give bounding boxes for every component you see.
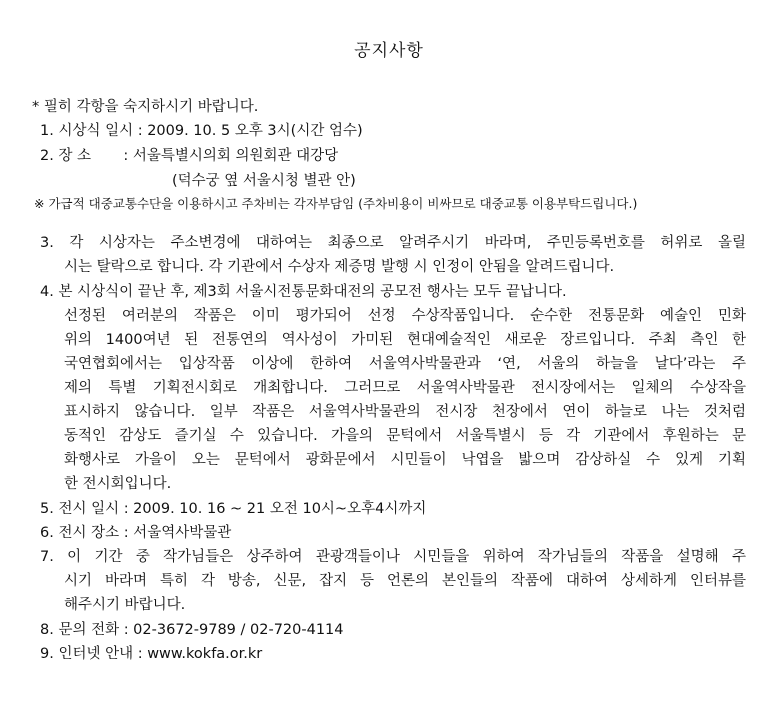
item-event-body-line: 한 전시회입니다. (64, 476, 172, 492)
item-artists-line: 7. 이 기간 중 작가님들은 상주하여 관광객들이나 시민들을 위하여 작가님들의 작품을 설명해 주 (40, 549, 746, 565)
item-website: 9. 인터넷 안내 : www.kokfa.or.kr (40, 646, 263, 662)
item-event-body-line: 선정된 여러분의 작품은 이미 평가되어 선정 수상작품입니다. 순수한 전통문화 예술인 민화 (64, 308, 746, 324)
item-event-end: 4. 본 시상식이 끝난 후, 제3회 서울시전통문화대전의 공모전 행사는 모두 끝납니다. (40, 284, 567, 300)
page-title: 공지사항 (354, 41, 424, 61)
item-event-body-line: 화행사로 가을이 오는 문턱에서 광화문에서 시민들이 낙엽을 밟으며 감상하실 수 있게 기획 (64, 452, 746, 468)
item-event-body-line: 제의 특별 기획전시회로 개최합니다. 그러므로 서울역사박물관 전시장에서는 일체의 수상작을 (64, 380, 746, 396)
item-exhibition-dates: 5. 전시 일시 : 2009. 10. 16 ~ 21 오전 10시~오후4시까지 (40, 501, 427, 517)
item-address-change-line: 시는 탈락으로 합니다. 각 기관에서 수상자 제증명 발행 시 인정이 안됨을 알려드립니다. (64, 259, 615, 275)
item-event-body-line: 표시하지 않습니다. 일부 작품은 서울역사박물관의 전시장 천장에서 연이 하늘로 나는 것처럼 (64, 404, 746, 420)
item-address-change-line: 3. 각 시상자는 주소변경에 대하여는 최종으로 알려주시기 바라며, 주민등록번호를 허위로 올릴 (40, 235, 746, 251)
item-venue-detail: (덕수궁 옆 서울시청 별관 안) (172, 173, 356, 189)
item-event-body-line: 국연협회에서는 입상작품 이상에 한하여 서울역사박물관과 ‘연, 서울의 하늘을 날다’라는 주 (64, 356, 746, 372)
item-artists-line: 해주시기 바랍니다. (64, 597, 186, 613)
parking-note: ※ 가급적 대중교통수단을 이용하시고 주차비는 각자부담임 (주차비용이 비싸므로 대중교통 이용부탁드립니다.) (34, 196, 638, 211)
item-exhibition-venue: 6. 전시 장소 : 서울역사박물관 (40, 525, 232, 541)
item-event-body-line: 동적인 감상도 즐기실 수 있습니다. 가을의 문턱에서 서울특별시 등 각 기관에서 후원하는 문 (64, 428, 746, 444)
intro-line: * 필히 각항을 숙지하시기 바랍니다. (32, 99, 259, 115)
item-ceremony-datetime: 1. 시상식 일시 : 2009. 10. 5 오후 3시(시간 엄수) (40, 123, 363, 139)
item-artists-line: 시기 바라며 특히 각 방송, 신문, 잡지 등 언론의 본인들의 작품에 대하여 상세하게 인터뷰를 (64, 573, 746, 589)
item-venue: 2. 장 소 : 서울특별시의회 의원회관 대강당 (40, 148, 339, 164)
item-event-body-line: 위의 1400여년 된 전통연의 역사성이 가미된 현대예술적인 새로운 장르입니다. 주최 측인 한 (64, 332, 746, 348)
item-contact-phone: 8. 문의 전화 : 02-3672-9789 / 02-720-4114 (40, 622, 344, 638)
